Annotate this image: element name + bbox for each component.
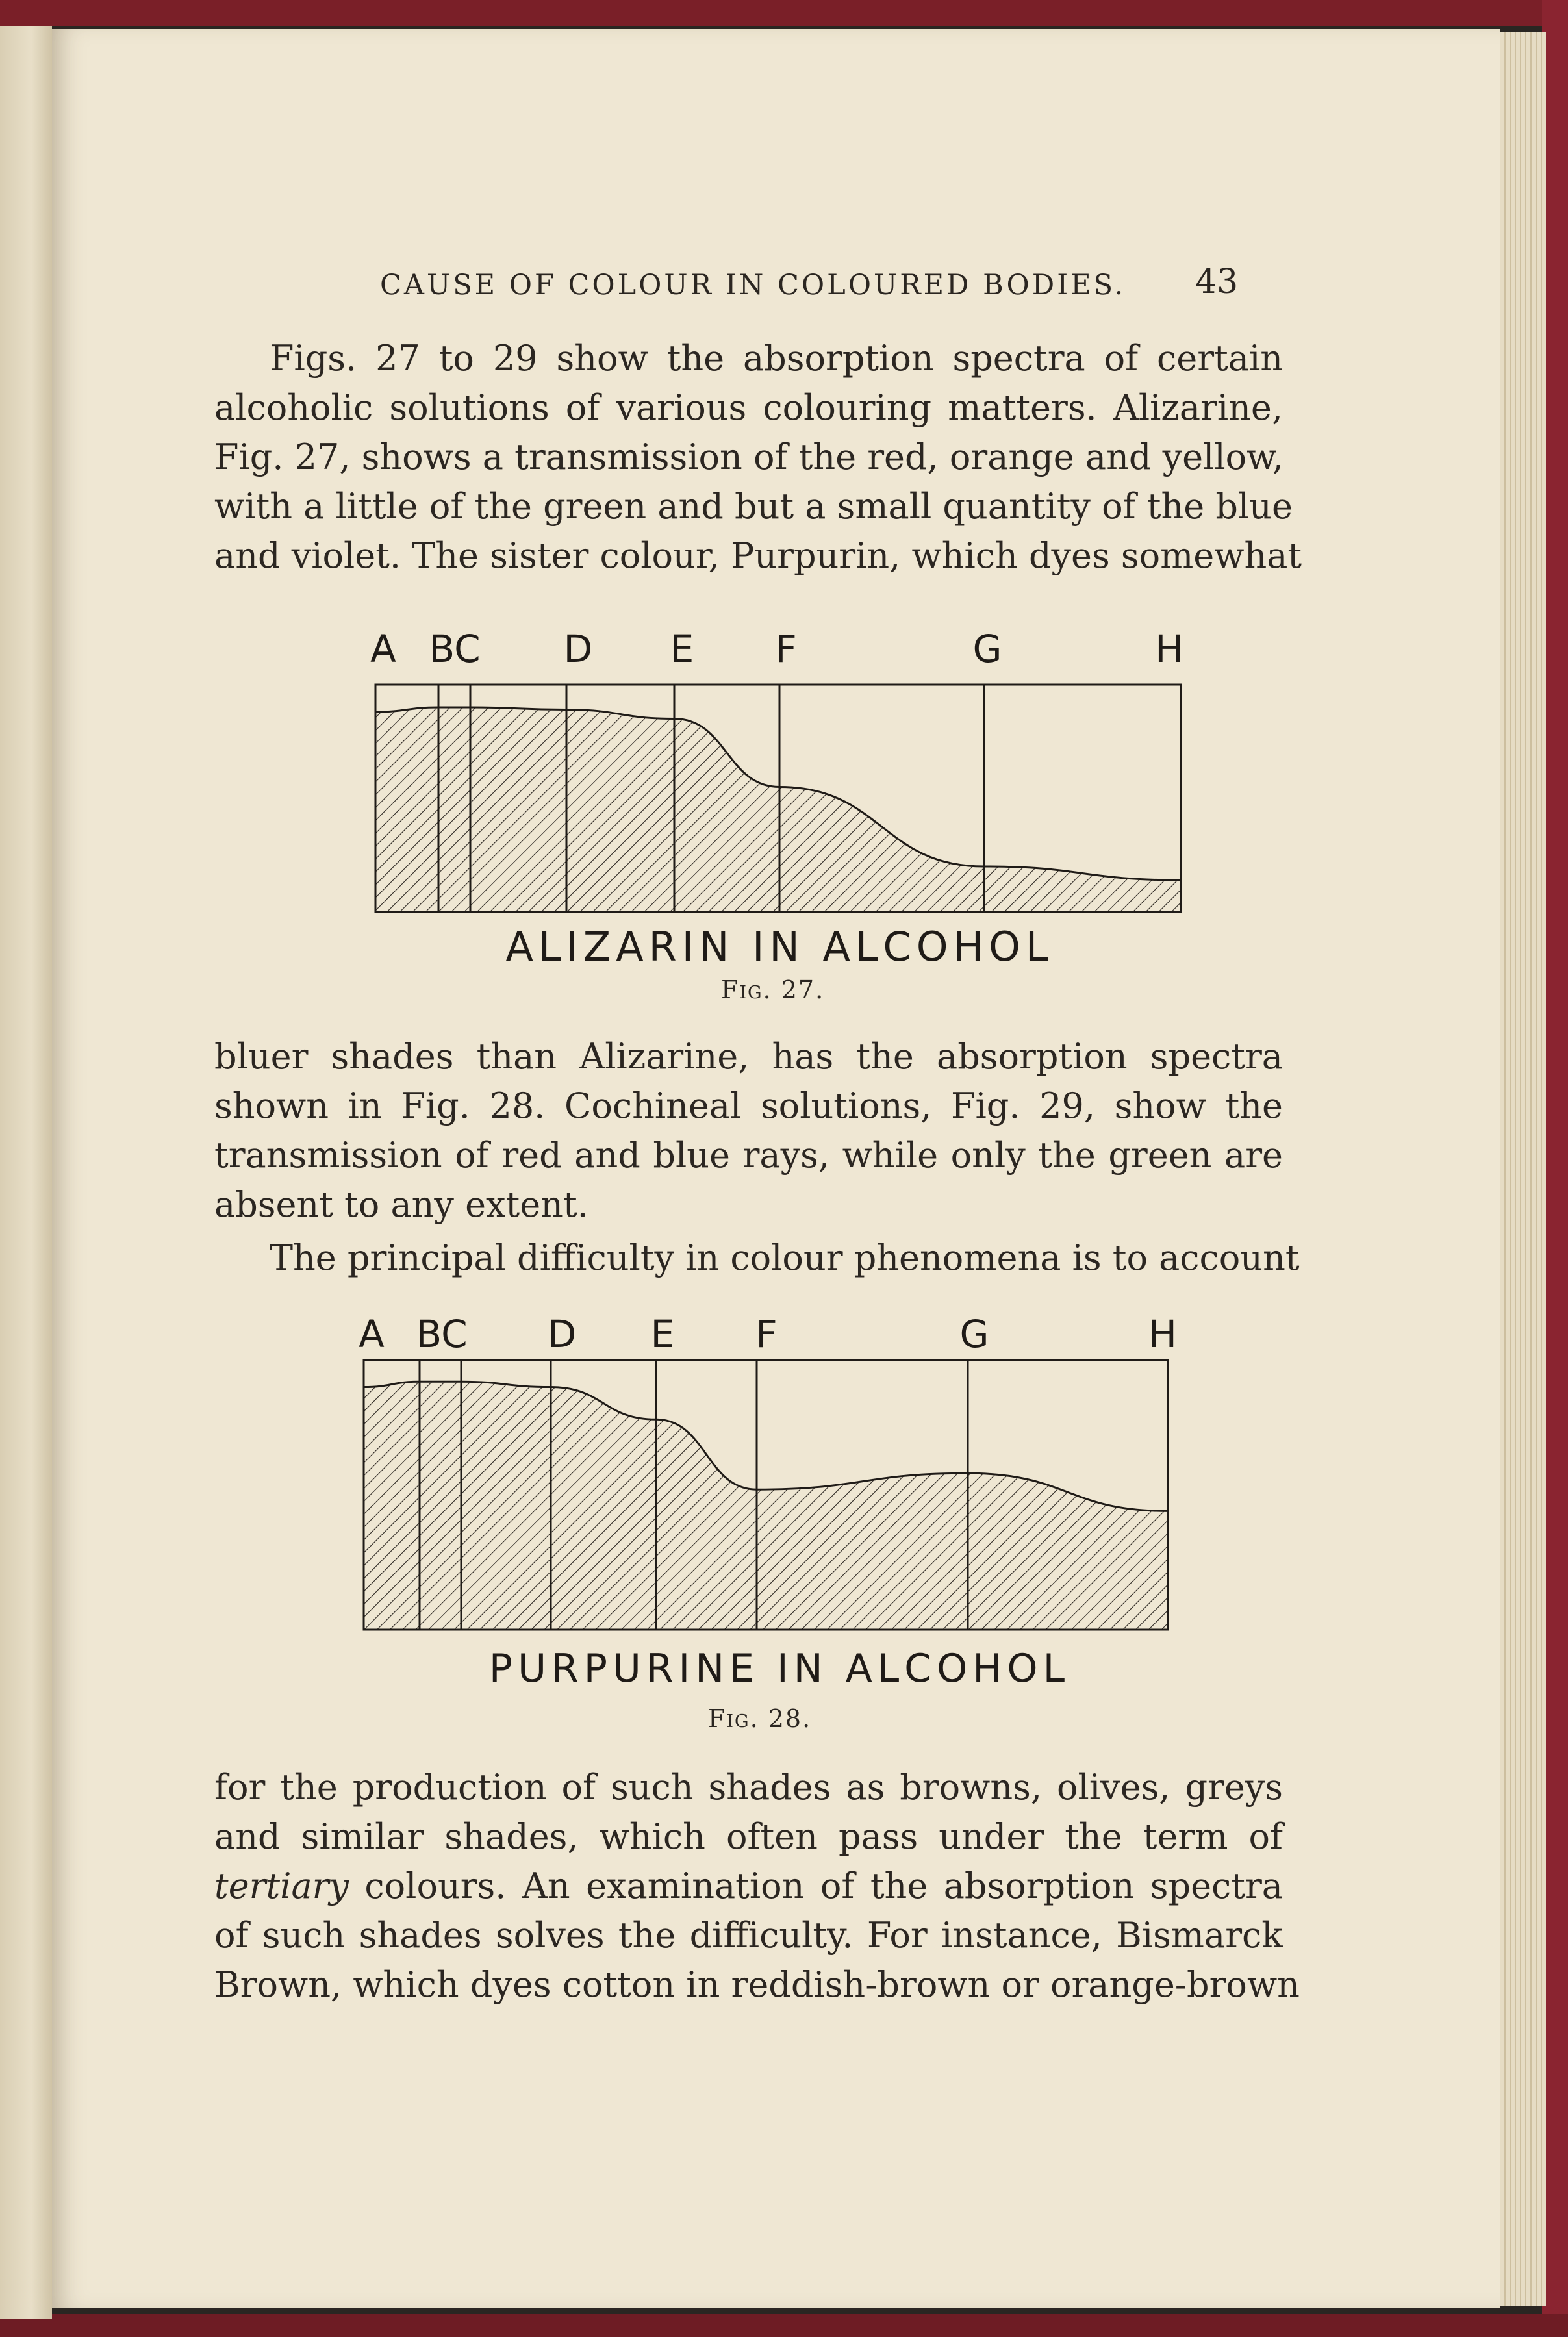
paragraph-4-line: for the production of such shades as browns, olives, greys: [214, 1767, 1283, 1808]
spectral-line-label: A: [359, 1312, 385, 1356]
spectral-line-label: G: [959, 1312, 989, 1356]
spectral-line-label: D: [563, 627, 593, 671]
italic-term: tertiary: [214, 1865, 349, 1906]
paragraph-1-line: and violet. The sister colour, Purpurin, which dyes somewhat: [214, 535, 1302, 576]
spectral-line-label: BC: [416, 1312, 468, 1356]
spectral-line-label: BC: [429, 627, 481, 671]
paragraph-2: [214, 1032, 1283, 1230]
purpurine-transmission-area: [364, 1382, 1168, 1630]
running-title: CAUSE OF COLOUR IN COLOURED BODIES.: [380, 269, 1126, 301]
spectral-line-label: F: [755, 1312, 778, 1356]
spectral-line-label: F: [775, 627, 797, 671]
paragraph-1-line: with a little of the green and but a small quantity of the blue: [214, 486, 1293, 527]
spectral-line-label: H: [1148, 1312, 1177, 1356]
paragraph-2-line: bluer shades than Alizarine, has the absorption spectra: [214, 1036, 1283, 1077]
running-head: [52, 243, 1500, 301]
paragraph-2-line: transmission of red and blue rays, while only the green are: [214, 1135, 1283, 1176]
page-number: 43: [1195, 262, 1239, 301]
figure-27-chart: [364, 613, 1195, 1003]
paragraph-2-line: absent to any extent.: [214, 1184, 588, 1225]
paragraph-1-line: alcoholic solutions of various colouring matters. Alizarine,: [214, 387, 1283, 428]
paragraph-4: [214, 1763, 1300, 2010]
paragraph-4-line: [214, 1862, 1283, 1911]
line-rest: colours. An examination of the absorption spectra: [348, 1865, 1283, 1906]
paragraph-2-line: shown in Fig. 28. Cochineal solutions, Fig. 29, show the: [214, 1085, 1283, 1126]
figure-28-caption: Fig. 28.: [708, 1704, 812, 1733]
paragraph-3: [214, 1233, 1300, 1283]
figure-28-chart: [351, 1308, 1195, 1711]
paragraph-1: [214, 334, 1302, 581]
spectral-line-label: E: [670, 627, 694, 671]
figure-27-caption: Fig. 27.: [721, 976, 825, 1004]
facing-page-edge: [0, 26, 52, 2319]
paragraph-4-line: of such shades solves the difficulty. For instance, Bismarck: [214, 1915, 1283, 1956]
spectral-line-label: G: [972, 627, 1002, 671]
figure-27-title: ALIZARIN IN ALCOHOL: [505, 923, 1054, 970]
paragraph-1-line: Fig. 27, shows a transmission of the red, orange and yellow,: [214, 436, 1284, 477]
spectral-line-label: D: [547, 1312, 577, 1356]
book-page: [52, 29, 1500, 2308]
spectral-line-label: A: [370, 627, 396, 671]
spectral-line-label: H: [1155, 627, 1183, 671]
paragraph-1-line: Figs. 27 to 29 show the absorption spectra of certain: [270, 338, 1283, 379]
alizarin-transmission-area: [375, 707, 1181, 912]
spectral-line-label: E: [650, 1312, 675, 1356]
paragraph-4-line: and similar shades, which often pass under the term of: [214, 1816, 1283, 1857]
figure-28-title: PURPURINE IN ALCOHOL: [488, 1646, 1070, 1691]
paragraph-3-line: The principal difficulty in colour phenomena is to account: [270, 1237, 1300, 1278]
book-cover-top: [0, 0, 1568, 26]
book-cover-bottom: [0, 2314, 1568, 2337]
paragraph-4-line: Brown, which dyes cotton in reddish-brown or orange-brown: [214, 1964, 1300, 2005]
book-cover-right: [1542, 0, 1568, 2337]
